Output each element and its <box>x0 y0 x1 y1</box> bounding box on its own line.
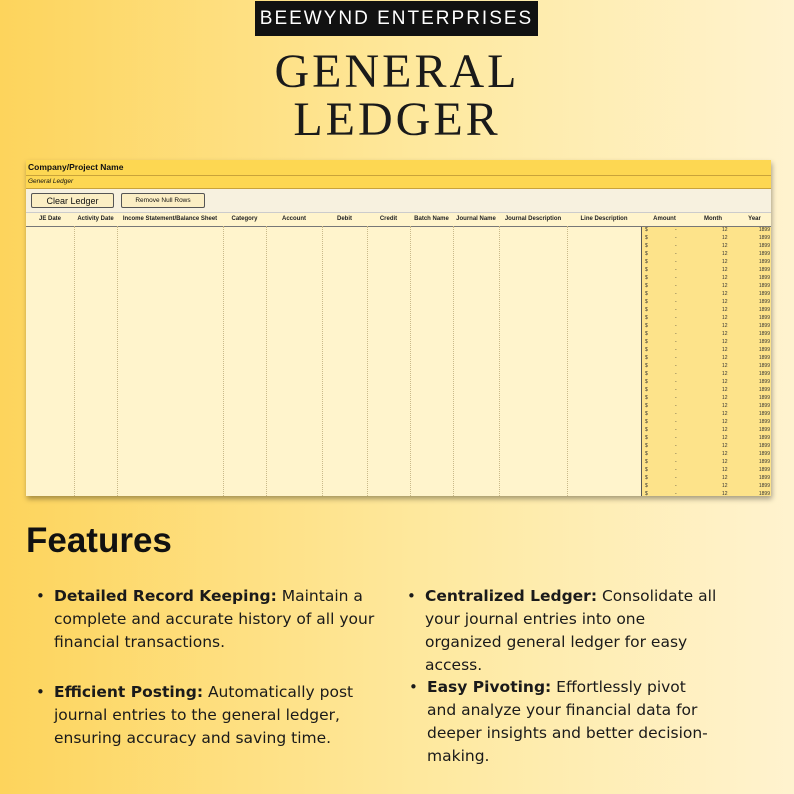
currency-cell[interactable]: $ <box>645 259 648 265</box>
feature-efficient-posting <box>36 681 364 750</box>
year-cell[interactable]: 1899 <box>758 243 770 249</box>
button-toolbar <box>26 189 771 213</box>
table-row[interactable] <box>642 418 771 426</box>
year-cell[interactable]: 1899 <box>758 347 770 353</box>
month-cell[interactable]: 12 <box>722 411 728 417</box>
currency-cell[interactable]: $ <box>645 323 648 329</box>
amount-cell[interactable]: - <box>675 291 677 297</box>
month-cell[interactable]: 12 <box>722 331 728 337</box>
currency-cell[interactable]: $ <box>645 235 648 241</box>
month-cell[interactable]: 12 <box>722 347 728 353</box>
month-cell[interactable]: 12 <box>722 403 728 409</box>
month-cell[interactable]: 12 <box>722 355 728 361</box>
year-cell[interactable]: 1899 <box>758 379 770 385</box>
general-ledger-label[interactable]: General Ledger <box>26 176 771 189</box>
currency-cell[interactable]: $ <box>645 307 648 313</box>
amount-cell[interactable]: - <box>675 267 677 273</box>
table-row[interactable] <box>642 402 771 410</box>
month-cell[interactable]: 12 <box>722 227 728 233</box>
year-cell[interactable]: 1899 <box>758 227 770 233</box>
year-cell[interactable]: 1899 <box>758 323 770 329</box>
currency-cell[interactable]: $ <box>645 475 648 481</box>
year-cell[interactable]: 1899 <box>758 411 770 417</box>
table-row[interactable] <box>642 410 771 418</box>
table-row[interactable] <box>642 346 771 354</box>
bullet-icon: • <box>36 683 45 701</box>
year-cell[interactable]: 1899 <box>758 443 770 449</box>
currency-cell[interactable]: $ <box>645 483 648 489</box>
amount-cell[interactable]: - <box>675 371 677 377</box>
column-divider <box>223 226 224 496</box>
amount-cell[interactable]: - <box>675 251 677 257</box>
column-header-income-statement-balance-sheet[interactable]: Income Statement/Balance Sheet <box>117 213 223 227</box>
year-cell[interactable]: 1899 <box>758 387 770 393</box>
column-header-journal-name[interactable]: Journal Name <box>453 213 499 227</box>
amount-cell[interactable]: - <box>675 275 677 281</box>
amount-cell[interactable]: - <box>675 419 677 425</box>
column-header-year[interactable]: Year <box>738 213 771 227</box>
year-cell[interactable]: 1899 <box>758 419 770 425</box>
year-cell[interactable]: 1899 <box>758 259 770 265</box>
table-row[interactable] <box>642 258 771 266</box>
year-cell[interactable]: 1899 <box>758 291 770 297</box>
year-cell[interactable]: 1899 <box>758 251 770 257</box>
table-row[interactable] <box>642 442 771 450</box>
column-header-line-description[interactable]: Line Description <box>567 213 641 227</box>
currency-cell[interactable]: $ <box>645 491 648 496</box>
table-row[interactable] <box>642 266 771 274</box>
month-cell[interactable]: 12 <box>722 435 728 441</box>
currency-cell[interactable]: $ <box>645 251 648 257</box>
amount-cell[interactable]: - <box>675 395 677 401</box>
table-row[interactable] <box>642 354 771 362</box>
amount-cell[interactable]: - <box>675 331 677 337</box>
amount-cell[interactable]: - <box>675 355 677 361</box>
amount-cell[interactable]: - <box>675 435 677 441</box>
month-cell[interactable]: 12 <box>722 291 728 297</box>
year-cell[interactable]: 1899 <box>758 299 770 305</box>
column-header-batch-name[interactable]: Batch Name <box>410 213 453 227</box>
remove-null-rows-button[interactable]: Remove Null Rows <box>121 193 205 208</box>
year-cell[interactable]: 1899 <box>758 483 770 489</box>
table-row[interactable] <box>642 314 771 322</box>
month-cell[interactable]: 12 <box>722 483 728 489</box>
table-row[interactable] <box>642 274 771 282</box>
table-row[interactable] <box>642 338 771 346</box>
column-divider <box>410 226 411 496</box>
year-cell[interactable]: 1899 <box>758 427 770 433</box>
year-cell[interactable]: 1899 <box>758 451 770 457</box>
month-cell[interactable]: 12 <box>722 275 728 281</box>
amount-cell[interactable]: - <box>675 315 677 321</box>
currency-cell[interactable]: $ <box>645 387 648 393</box>
currency-cell[interactable]: $ <box>645 443 648 449</box>
month-cell[interactable]: 12 <box>722 395 728 401</box>
year-cell[interactable]: 1899 <box>758 283 770 289</box>
currency-cell[interactable]: $ <box>645 227 648 233</box>
amount-cell[interactable]: - <box>675 467 677 473</box>
year-cell[interactable]: 1899 <box>758 315 770 321</box>
month-cell[interactable]: 12 <box>722 339 728 345</box>
amount-cell[interactable]: - <box>675 379 677 385</box>
currency-cell[interactable]: $ <box>645 459 648 465</box>
table-row[interactable] <box>642 298 771 306</box>
month-cell[interactable]: 12 <box>722 235 728 241</box>
currency-cell[interactable]: $ <box>645 427 648 433</box>
bullet-icon: • <box>407 587 416 605</box>
currency-cell[interactable]: $ <box>645 331 648 337</box>
currency-cell[interactable]: $ <box>645 291 648 297</box>
currency-cell[interactable]: $ <box>645 467 648 473</box>
column-header-account[interactable]: Account <box>266 213 322 227</box>
month-cell[interactable]: 12 <box>722 371 728 377</box>
currency-cell[interactable]: $ <box>645 363 648 369</box>
month-cell[interactable]: 12 <box>722 315 728 321</box>
currency-cell[interactable]: $ <box>645 371 648 377</box>
amount-cell[interactable]: - <box>675 483 677 489</box>
feature-text: Effortlessly pivot and analyze your financial data for deeper insights and better decision-making. <box>427 678 708 765</box>
feature-text: Automatically post journal entries to the general ledger, ensuring accuracy and saving time. <box>54 683 354 747</box>
currency-cell[interactable]: $ <box>645 267 648 273</box>
clear-ledger-button[interactable]: Clear Ledger <box>31 193 114 208</box>
table-row[interactable] <box>642 290 771 298</box>
table-row[interactable] <box>642 378 771 386</box>
amount-cell[interactable]: - <box>675 259 677 265</box>
currency-cell[interactable]: $ <box>645 451 648 457</box>
amount-cell[interactable]: - <box>675 459 677 465</box>
brand-name: BEEWYND ENTERPRISES <box>259 7 534 29</box>
column-header-debit[interactable]: Debit <box>322 213 367 227</box>
table-row[interactable] <box>642 482 771 490</box>
currency-cell[interactable]: $ <box>645 275 648 281</box>
bullet-icon: • <box>36 587 45 605</box>
year-cell[interactable]: 1899 <box>758 339 770 345</box>
currency-cell[interactable]: $ <box>645 355 648 361</box>
ledger-grid[interactable] <box>26 213 771 496</box>
currency-cell[interactable]: $ <box>645 339 648 345</box>
table-row[interactable] <box>642 250 771 258</box>
column-header-je-date[interactable]: JE Date <box>26 213 74 227</box>
month-cell[interactable]: 12 <box>722 459 728 465</box>
table-row[interactable] <box>642 426 771 434</box>
year-cell[interactable]: 1899 <box>758 395 770 401</box>
table-row[interactable] <box>642 330 771 338</box>
table-row[interactable] <box>642 434 771 442</box>
ledger-spreadsheet <box>26 160 771 496</box>
table-row[interactable] <box>642 386 771 394</box>
month-cell[interactable]: 12 <box>722 283 728 289</box>
currency-cell[interactable]: $ <box>645 403 648 409</box>
amount-cell[interactable]: - <box>675 307 677 313</box>
month-cell[interactable]: 12 <box>722 451 728 457</box>
column-header-category[interactable]: Category <box>223 213 266 227</box>
year-cell[interactable]: 1899 <box>758 235 770 241</box>
page-title-line1: GENERAL <box>274 45 520 98</box>
bullet-icon: • <box>409 678 418 696</box>
amount-cell[interactable]: - <box>675 299 677 305</box>
table-row[interactable] <box>642 394 771 402</box>
month-cell[interactable]: 12 <box>722 363 728 369</box>
amount-cell[interactable]: - <box>675 491 677 496</box>
amount-cell[interactable]: - <box>675 363 677 369</box>
column-divider <box>567 226 568 496</box>
month-cell[interactable]: 12 <box>722 491 728 496</box>
month-cell[interactable]: 12 <box>722 443 728 449</box>
feature-title: Detailed Record Keeping: <box>54 587 277 605</box>
month-cell[interactable]: 12 <box>722 427 728 433</box>
table-row[interactable] <box>642 306 771 314</box>
currency-cell[interactable]: $ <box>645 435 648 441</box>
table-row[interactable] <box>642 458 771 466</box>
amount-cell[interactable]: - <box>675 451 677 457</box>
table-row[interactable] <box>642 226 771 234</box>
amount-month-year-zone <box>641 226 771 496</box>
feature-text: Consolidate all your journal entries into one organized general ledger for easy access. <box>425 587 717 674</box>
month-cell[interactable]: 12 <box>722 379 728 385</box>
table-row[interactable] <box>642 234 771 242</box>
year-cell[interactable]: 1899 <box>758 275 770 281</box>
month-cell[interactable]: 12 <box>722 323 728 329</box>
currency-cell[interactable]: $ <box>645 243 648 249</box>
column-divider <box>117 226 118 496</box>
feature-centralized-ledger <box>407 585 720 677</box>
year-cell[interactable]: 1899 <box>758 403 770 409</box>
year-cell[interactable]: 1899 <box>758 467 770 473</box>
column-header-month[interactable]: Month <box>688 213 738 227</box>
year-cell[interactable]: 1899 <box>758 267 770 273</box>
amount-cell[interactable]: - <box>675 475 677 481</box>
column-divider <box>367 226 368 496</box>
feature-detailed-record-keeping <box>36 585 394 654</box>
feature-easy-pivoting <box>409 676 717 768</box>
column-divider <box>499 226 500 496</box>
amount-cell[interactable]: - <box>675 243 677 249</box>
currency-cell[interactable]: $ <box>645 395 648 401</box>
amount-cell[interactable]: - <box>675 283 677 289</box>
feature-title: Easy Pivoting: <box>427 678 552 696</box>
page-title-line2: LEDGER <box>293 93 501 146</box>
column-header-journal-description[interactable]: Journal Description <box>499 213 567 227</box>
month-cell[interactable]: 12 <box>722 299 728 305</box>
year-cell[interactable]: 1899 <box>758 475 770 481</box>
year-cell[interactable]: 1899 <box>758 363 770 369</box>
currency-cell[interactable]: $ <box>645 315 648 321</box>
year-cell[interactable]: 1899 <box>758 307 770 313</box>
month-cell[interactable]: 12 <box>722 419 728 425</box>
year-cell[interactable]: 1899 <box>758 371 770 377</box>
amount-cell[interactable]: - <box>675 427 677 433</box>
month-cell[interactable]: 12 <box>722 467 728 473</box>
currency-cell[interactable]: $ <box>645 347 648 353</box>
table-row[interactable] <box>642 242 771 250</box>
year-cell[interactable]: 1899 <box>758 491 770 496</box>
month-cell[interactable]: 12 <box>722 243 728 249</box>
amount-cell[interactable]: - <box>675 443 677 449</box>
column-header-activity-date[interactable]: Activity Date <box>74 213 117 227</box>
amount-cell[interactable]: - <box>675 339 677 345</box>
table-row[interactable] <box>642 490 771 496</box>
column-divider <box>322 226 323 496</box>
feature-title: Efficient Posting: <box>54 683 204 701</box>
column-divider <box>266 226 267 496</box>
company-project-name[interactable]: Company/Project Name <box>26 160 771 176</box>
amount-cell[interactable]: - <box>675 403 677 409</box>
month-cell[interactable]: 12 <box>722 307 728 313</box>
year-cell[interactable]: 1899 <box>758 355 770 361</box>
feature-text: Maintain a complete and accurate history of all your financial transactions. <box>54 587 375 651</box>
features-heading: Features <box>26 521 172 560</box>
month-cell[interactable]: 12 <box>722 251 728 257</box>
feature-title: Centralized Ledger: <box>425 587 598 605</box>
table-row[interactable] <box>642 450 771 458</box>
amount-cell[interactable]: - <box>675 235 677 241</box>
brand-banner <box>255 1 538 36</box>
amount-cell[interactable]: - <box>675 347 677 353</box>
column-divider <box>453 226 454 496</box>
column-header-credit[interactable]: Credit <box>367 213 410 227</box>
table-row[interactable] <box>642 474 771 482</box>
month-cell[interactable]: 12 <box>722 259 728 265</box>
table-row[interactable] <box>642 362 771 370</box>
amount-cell[interactable]: - <box>675 227 677 233</box>
table-row[interactable] <box>642 282 771 290</box>
table-row[interactable] <box>642 370 771 378</box>
column-header-amount[interactable]: Amount <box>641 213 688 227</box>
amount-cell[interactable]: - <box>675 387 677 393</box>
month-cell[interactable]: 12 <box>722 267 728 273</box>
year-cell[interactable]: 1899 <box>758 435 770 441</box>
table-row[interactable] <box>642 322 771 330</box>
table-row[interactable] <box>642 466 771 474</box>
currency-cell[interactable]: $ <box>645 283 648 289</box>
year-cell[interactable]: 1899 <box>758 459 770 465</box>
currency-cell[interactable]: $ <box>645 419 648 425</box>
month-cell[interactable]: 12 <box>722 475 728 481</box>
currency-cell[interactable]: $ <box>645 379 648 385</box>
currency-cell[interactable]: $ <box>645 411 648 417</box>
currency-cell[interactable]: $ <box>645 299 648 305</box>
year-cell[interactable]: 1899 <box>758 331 770 337</box>
month-cell[interactable]: 12 <box>722 387 728 393</box>
amount-cell[interactable]: - <box>675 411 677 417</box>
amount-cell[interactable]: - <box>675 323 677 329</box>
column-divider <box>74 226 75 496</box>
